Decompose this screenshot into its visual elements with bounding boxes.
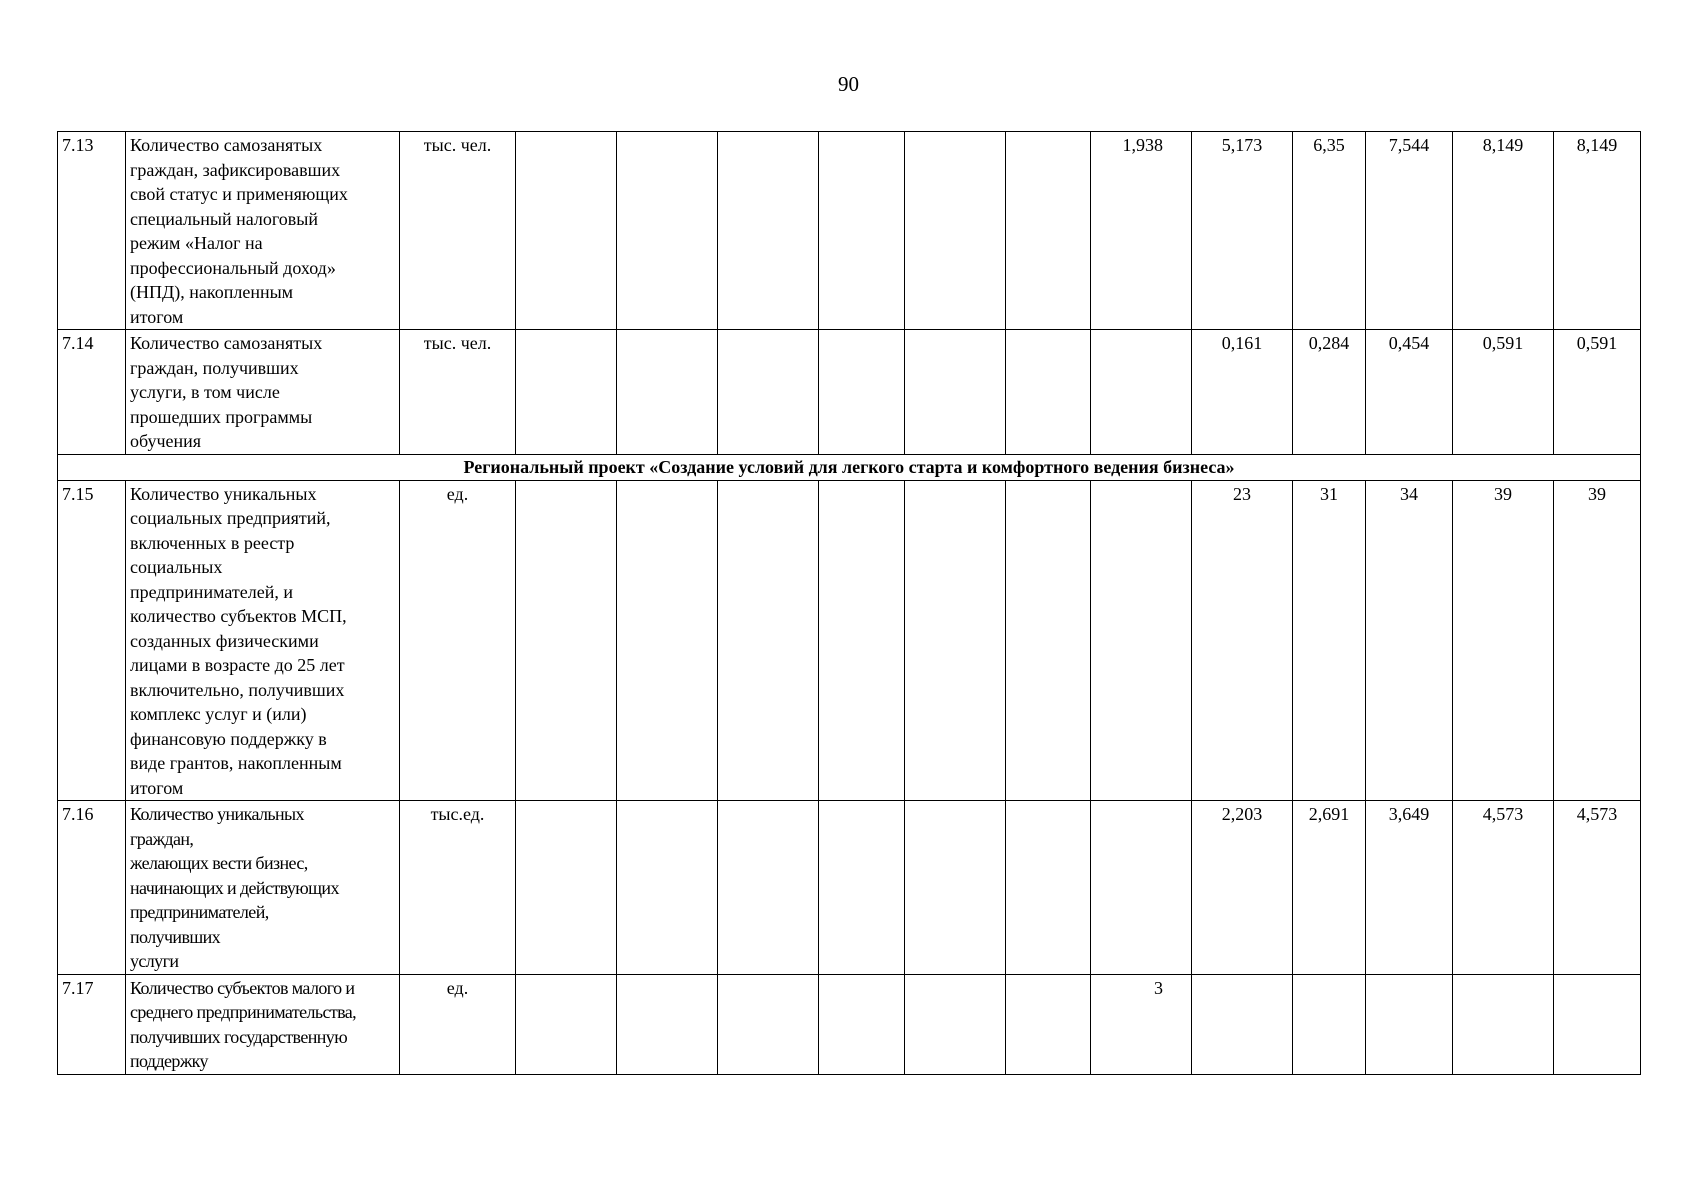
value-cell (718, 330, 819, 455)
value-cell: 4,573 (1453, 801, 1554, 975)
value-cell (516, 330, 617, 455)
value-cell: 2,691 (1293, 801, 1366, 975)
value-cell (1006, 330, 1091, 455)
value-cell: 3 (1091, 974, 1192, 1074)
value-cell (905, 801, 1006, 975)
table-row (58, 330, 1641, 455)
indicator-name-line: (НПД), накопленным (130, 282, 294, 302)
value-cell (1006, 132, 1091, 330)
value-cell (905, 330, 1006, 455)
indicator-name (126, 330, 400, 455)
indicator-name-line: услуги, в том числе (130, 382, 280, 402)
indicator-name-line: свой статус и применяющих (130, 184, 348, 204)
table-row (58, 132, 1641, 330)
value-cell: 7,544 (1366, 132, 1453, 330)
value-cell (516, 974, 617, 1074)
value-cell: 1,938 (1091, 132, 1192, 330)
indicators-table (57, 131, 1641, 1075)
value-cell: 5,173 (1192, 132, 1293, 330)
indicator-name-line: услуги (130, 951, 179, 971)
value-cell (819, 330, 905, 455)
value-cell (1091, 801, 1192, 975)
indicator-name-line: количество субъектов МСП, (130, 606, 347, 626)
indicator-name-line: предпринимателей, и (130, 581, 293, 602)
value-cell (1554, 974, 1641, 1074)
indicator-name-line: социальных (130, 557, 223, 577)
value-cell (617, 801, 718, 975)
value-cell (1006, 480, 1091, 801)
unit-cell: тыс. чел. (400, 132, 516, 330)
indicator-name-line: включительно, получивших (130, 679, 345, 700)
value-cell (905, 974, 1006, 1074)
value-cell: 4,573 (1554, 801, 1641, 975)
value-cell: 8,149 (1453, 132, 1554, 330)
indicator-name-line: режим «Налог на (130, 233, 263, 253)
indicator-name-line: лицами в возрасте до 25 лет (130, 655, 345, 675)
value-cell (718, 480, 819, 801)
indicator-name-line: включенных в реестр (130, 532, 295, 553)
indicator-name (126, 801, 400, 975)
value-cell (617, 132, 718, 330)
section-title: Региональный проект «Создание условий для легкого старта и комфортного ведения бизнеса» (58, 454, 1641, 480)
value-cell (516, 132, 617, 330)
indicator-name (126, 974, 400, 1074)
value-cell (1091, 480, 1192, 801)
value-cell (1366, 974, 1453, 1074)
indicator-name (126, 132, 400, 330)
indicator-name-line: среднего предпринимательства, (130, 1002, 357, 1022)
indicator-name-line: итогом (130, 777, 184, 798)
table-row (58, 801, 1641, 975)
value-cell: 34 (1366, 480, 1453, 801)
indicator-name-line: Количество субъектов малого и (130, 977, 355, 998)
indicator-name-line: Количество самозанятых (130, 333, 323, 353)
value-cell (617, 974, 718, 1074)
value-cell (1006, 801, 1091, 975)
value-cell (718, 974, 819, 1074)
value-cell: 0,591 (1554, 330, 1641, 455)
row-number: 7.16 (58, 801, 126, 975)
indicator-name-line: социальных предприятий, (130, 508, 331, 528)
value-cell (1192, 974, 1293, 1074)
table-row (58, 480, 1641, 801)
value-cell (905, 480, 1006, 801)
indicator-name-line: получивших (130, 926, 221, 947)
value-cell (1293, 974, 1366, 1074)
indicator-name-line: прошедших программы (130, 406, 313, 427)
indicator-name-line: профессиональный доход» (130, 257, 336, 278)
value-cell (1091, 330, 1192, 455)
row-number: 7.13 (58, 132, 126, 330)
unit-cell: ед. (400, 974, 516, 1074)
value-cell (1453, 974, 1554, 1074)
section-row (58, 454, 1641, 480)
indicator-name-line: предпринимателей, (130, 902, 269, 922)
indicator-name-line: итогом (130, 306, 184, 327)
indicator-name (126, 480, 400, 801)
value-cell: 2,203 (1192, 801, 1293, 975)
unit-cell: ед. (400, 480, 516, 801)
value-cell: 0,591 (1453, 330, 1554, 455)
indicator-name-line: финансовую поддержку в (130, 728, 327, 749)
indicator-name-line: комплекс услуг и (или) (130, 704, 307, 724)
indicator-name-line: Количество самозанятых (130, 135, 323, 155)
value-cell (718, 801, 819, 975)
indicator-name-line: начинающих и действующих (130, 877, 339, 898)
value-cell (516, 801, 617, 975)
unit-cell: тыс. чел. (400, 330, 516, 455)
value-cell: 39 (1554, 480, 1641, 801)
indicator-name-line: граждан, получивших (130, 357, 299, 378)
indicator-name-line: виде грантов, накопленным (130, 753, 342, 773)
indicator-name-line: граждан, (130, 828, 194, 849)
indicator-name-line: специальный налоговый (130, 208, 318, 229)
value-cell: 0,161 (1192, 330, 1293, 455)
value-cell (819, 132, 905, 330)
value-cell: 39 (1453, 480, 1554, 801)
value-cell: 0,284 (1293, 330, 1366, 455)
value-cell: 8,149 (1554, 132, 1641, 330)
indicator-name-line: обучения (130, 431, 202, 451)
indicator-name-line: получивших государственную (130, 1026, 348, 1047)
indicator-name-line: желающих вести бизнес, (130, 853, 308, 873)
row-number: 7.14 (58, 330, 126, 455)
table-row (58, 974, 1641, 1074)
value-cell (617, 480, 718, 801)
value-cell: 3,649 (1366, 801, 1453, 975)
row-number: 7.15 (58, 480, 126, 801)
value-cell (819, 974, 905, 1074)
indicator-name-line: граждан, зафиксировавших (130, 159, 341, 180)
value-cell: 0,454 (1366, 330, 1453, 455)
value-cell (617, 330, 718, 455)
unit-cell: тыс.ед. (400, 801, 516, 975)
indicator-name-line: созданных физическими (130, 630, 319, 651)
value-cell: 23 (1192, 480, 1293, 801)
value-cell (1006, 974, 1091, 1074)
value-cell (905, 132, 1006, 330)
value-cell: 6,35 (1293, 132, 1366, 330)
indicator-name-line: Количество уникальных (130, 483, 317, 504)
page-number: 90 (838, 72, 859, 96)
value-cell (718, 132, 819, 330)
indicator-name-line: Количество уникальных (130, 804, 304, 824)
value-cell: 31 (1293, 480, 1366, 801)
value-cell (819, 480, 905, 801)
indicator-name-line: поддержку (130, 1051, 208, 1071)
value-cell (819, 801, 905, 975)
value-cell (516, 480, 617, 801)
row-number: 7.17 (58, 974, 126, 1074)
